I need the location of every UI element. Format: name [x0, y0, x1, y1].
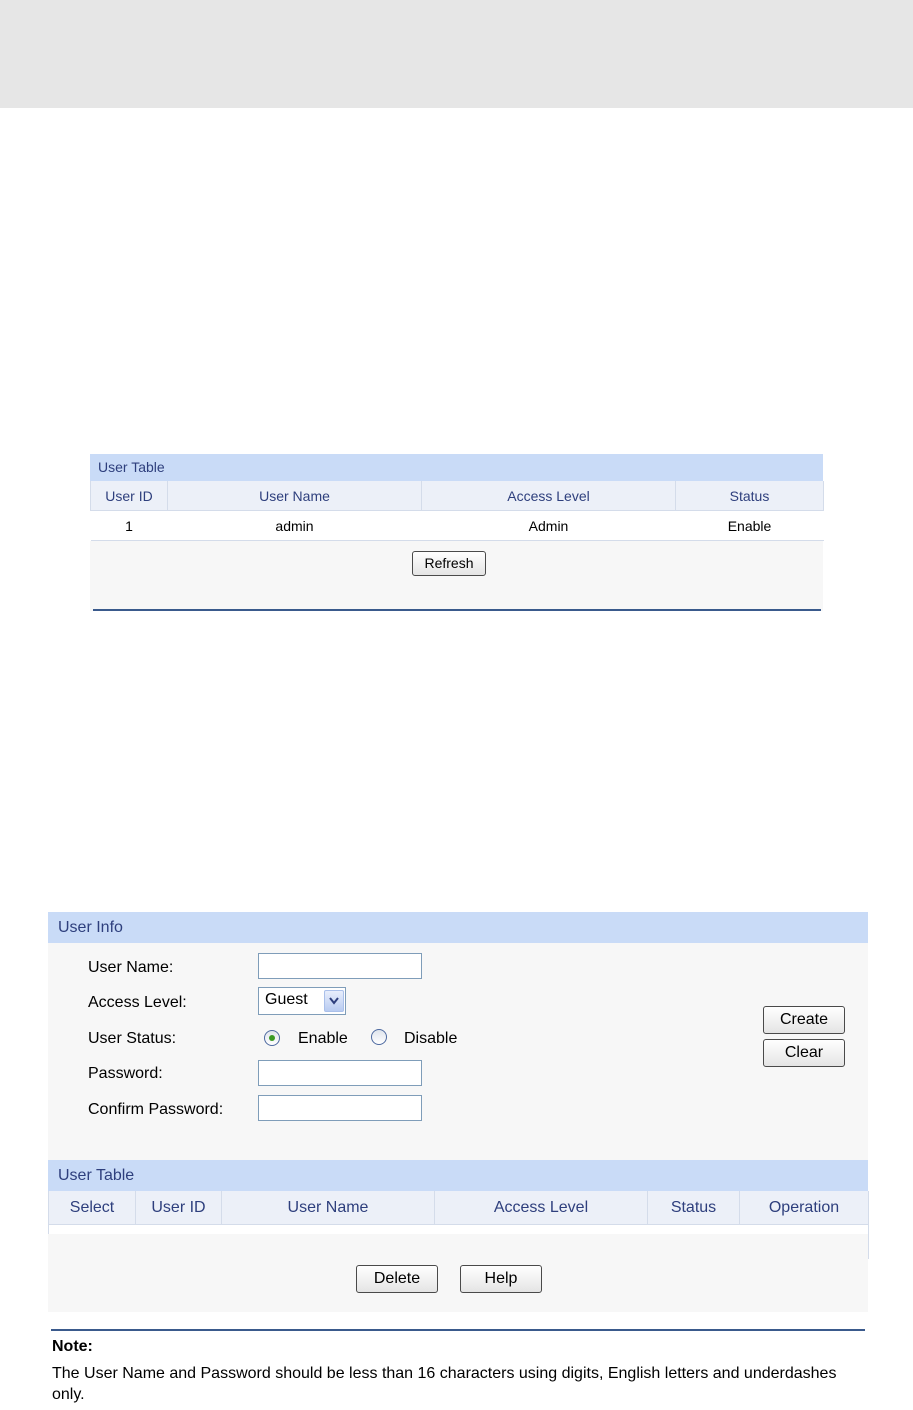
cell-access-level: Admin: [422, 511, 676, 541]
create-button[interactable]: Create: [763, 1006, 845, 1034]
enable-radio-label[interactable]: Enable: [298, 1030, 348, 1047]
top-gray-band: [0, 0, 913, 108]
divider: [93, 609, 821, 611]
access-level-value: Guest: [265, 991, 308, 1008]
clear-button[interactable]: Clear: [763, 1039, 845, 1067]
column-header-select: Select: [49, 1191, 136, 1225]
help-button[interactable]: Help: [460, 1265, 542, 1293]
confirm-password-label: Confirm Password:: [88, 1101, 224, 1118]
confirm-password-input[interactable]: [258, 1095, 422, 1121]
user-table-panel-readonly: [90, 454, 823, 606]
column-header-user-name: User Name: [168, 481, 422, 511]
table-header-row: [91, 481, 824, 511]
user-info-title: User Info: [48, 912, 868, 943]
note-title: Note:: [52, 1338, 93, 1355]
column-header-user-id: User ID: [91, 481, 168, 511]
radio-unchecked-icon[interactable]: [371, 1029, 387, 1045]
user-name-input[interactable]: [258, 953, 422, 979]
panel-title: User Table: [90, 454, 823, 481]
cell-user-name: admin: [168, 511, 422, 541]
column-header-user-id: User ID: [136, 1191, 222, 1225]
button-area: [90, 541, 823, 611]
user-name-label: User Name:: [88, 959, 174, 976]
password-label: Password:: [88, 1065, 163, 1082]
user-table-title: User Table: [48, 1160, 868, 1191]
access-level-select[interactable]: [258, 987, 346, 1015]
column-header-status: Status: [648, 1191, 740, 1225]
user-table: [90, 481, 824, 541]
access-level-label: Access Level:: [88, 994, 187, 1011]
column-header-access-level: Access Level: [435, 1191, 648, 1225]
column-header-user-name: User Name: [222, 1191, 435, 1225]
table-header-row: [49, 1191, 869, 1225]
radio-checked-icon[interactable]: [264, 1030, 280, 1046]
refresh-button[interactable]: Refresh: [412, 551, 486, 576]
note-text: The User Name and Password should be less than 16 characters using digits, English letters and underdashes only.: [52, 1365, 837, 1403]
column-header-access-level: Access Level: [422, 481, 676, 511]
delete-button[interactable]: Delete: [356, 1265, 438, 1293]
chevron-down-icon[interactable]: [324, 990, 344, 1012]
button-area: [48, 1234, 868, 1312]
user-status-label: User Status:: [88, 1030, 177, 1047]
password-input[interactable]: [258, 1060, 422, 1086]
disable-radio-label[interactable]: Disable: [404, 1030, 458, 1047]
cell-user-id: 1: [91, 511, 168, 541]
user-info-form: [48, 943, 868, 1160]
column-header-operation: Operation: [740, 1191, 869, 1225]
user-config-panel: [48, 912, 868, 1312]
cell-status: Enable: [676, 511, 824, 541]
table-row: [91, 511, 824, 541]
column-header-status: Status: [676, 481, 824, 511]
divider: [51, 1329, 865, 1331]
